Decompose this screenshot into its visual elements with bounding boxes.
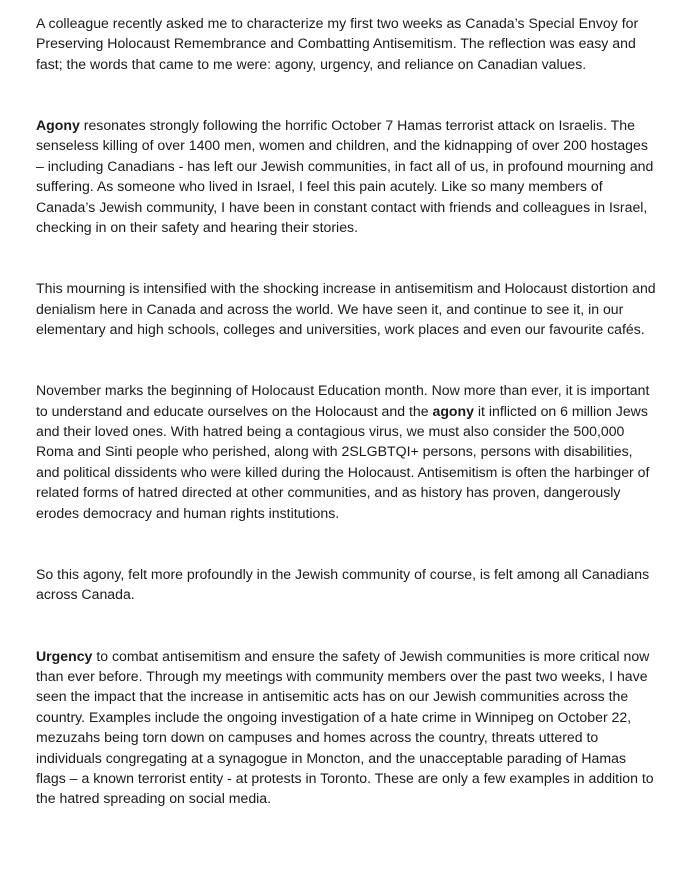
paragraph-november [36, 380, 659, 523]
paragraph-mourning-text: This mourning is intensified with the shocking increase in antisemitism and Holocaust distortion and denialism here in Canada and across the world. We have seen it, and continue to see it, in our elementary and high schools, colleges and universities, work places and even our favourite cafés. [36, 280, 656, 338]
paragraph-gap [36, 339, 659, 380]
paragraph-november-text-before: November marks the beginning of Holocaust Education month. Now more than ever, it is important to understand and educate ourselves on the Holocaust and the [36, 382, 650, 419]
paragraph-intro [36, 13, 659, 74]
paragraph-gap [36, 74, 659, 115]
paragraph-urgency-text: to combat antisemitism and ensure the safety of Jewish communities is more critical now than ever before. Through my meetings with community members over the past two weeks, I have seen the impact that the increase in antisemitic acts has on our Jewish communities across the country. Examples include the ongoing investigation of a hate crime in Winnipeg on October 22, mezuzahs being torn down on campuses and homes across the country, threats uttered to individuals congregating at a synagogue in Moncton, and the unacceptable parading of Hamas flags – a known terrorist entity - at protests in Toronto. These are only a few examples in addition to the hatred spreading on social media. [36, 647, 654, 807]
paragraph-gap [36, 523, 659, 564]
paragraph-so-this-agony-text: So this agony, felt more profoundly in the Jewish community of course, is felt among all Canadians across Canada. [36, 565, 650, 603]
urgency-lead-word: Urgency [36, 647, 93, 664]
paragraph-so-this-agony [36, 564, 659, 605]
agony-lead-word: Agony [36, 117, 80, 134]
paragraph-mourning [36, 278, 659, 339]
paragraph-intro-text: A colleague recently asked me to characterize my first two weeks as Canada’s Special Envoy for Preserving Holocaust Remembrance and Combatting Antisemitism. The reflection was easy and fast; the words that came to me were: agony, urgency, and reliance on Canadian values. [36, 15, 639, 72]
agony-inline-bold: agony [432, 402, 474, 419]
paragraph-agony-text: resonates strongly following the horrific October 7 Hamas terrorist attack on Israelis. The senseless killing of over 1400 men, women and children, and the kidnapping of over 200 hostages – including Canadians - has left our Jewish communities, in fact all of us, in profound mourning and suffering. As someone who lived in Israel, I feel this pain acutely. Like so many members of Canada’s Jewish community, I have been in constant contact with friends and colleagues in Israel, checking in on their safety and hearing their stories. [36, 117, 654, 236]
paragraph-november-text-after: it inflicted on 6 million Jews and their loved ones. With hatred being a contagious virus, we must also consider the 500,000 Roma and Sinti people who perished, along with 2SLGBTQI+ persons, persons with disabilities, and political dissidents who were killed during the Holocaust. Antisemitism is often the harbinger of related forms of hatred directed at other communities, and as history has proven, dangerously erodes democracy and human rights institutions. [36, 402, 650, 521]
paragraph-urgency [36, 646, 659, 809]
paragraph-gap [36, 605, 659, 646]
paragraph-gap [36, 237, 659, 278]
paragraph-agony [36, 115, 659, 237]
